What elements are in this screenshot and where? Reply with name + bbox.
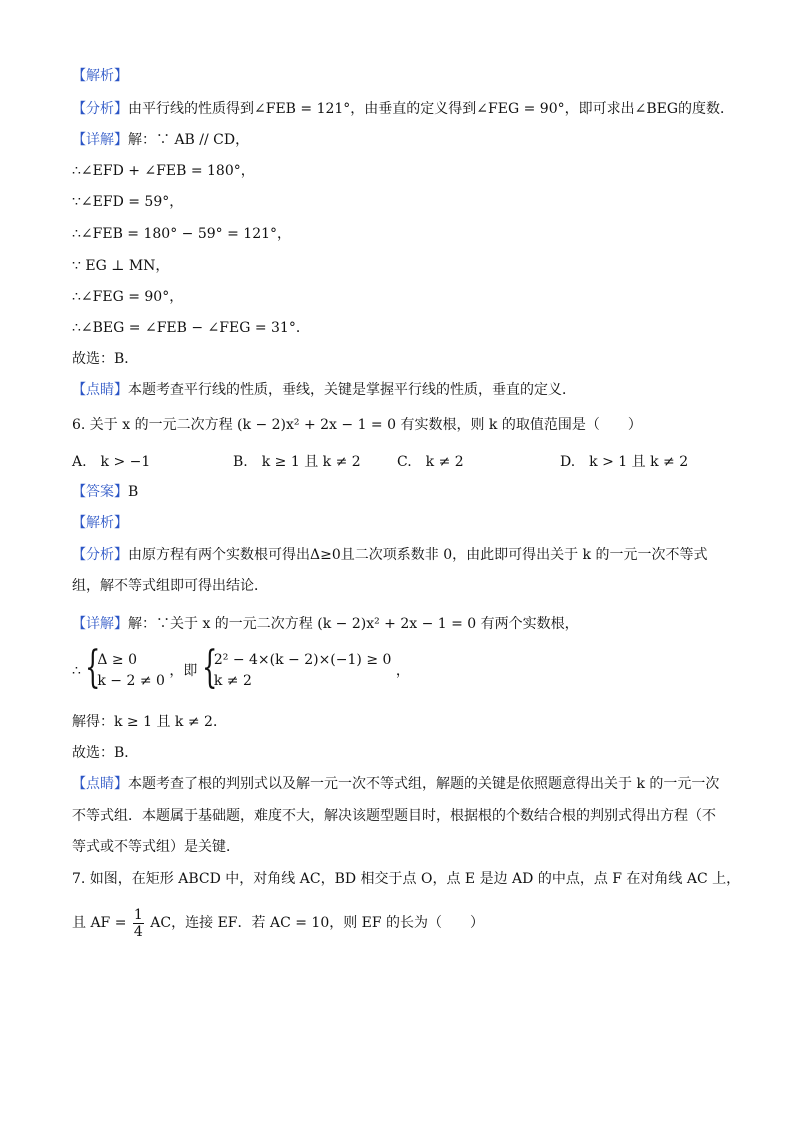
system-2-row-1: 2² − 4×(k − 2)×(−1) ≥ 0 (213, 652, 392, 668)
stem-part-b: AC，连接 EF．若 AC = 10，则 EF 的长为（ ） (150, 915, 485, 931)
detail-text: 解：∵关于 x 的一元二次方程 (k − 2)x² + 2x − 1 = 0 有两个实数根， (128, 616, 579, 632)
system-1-row-1: Δ ≥ 0 (97, 652, 138, 668)
fraction-denominator: 4 (133, 923, 143, 940)
system-2-row-2: k ≠ 2 (213, 673, 252, 689)
comment-text: 本题考查了根的判别式以及解一元一次不等式组，解题的关键是依照题意得出关于 k 的一元一次 (128, 776, 720, 792)
analysis-heading: 【解析】 (72, 515, 128, 531)
brace-icon: { (85, 642, 101, 693)
option-a: A. k > −1 (72, 454, 151, 470)
analysis-text: 由原方程有两个实数根可得出Δ≥0且二次项系数非 0，由此即可得出关于 k 的一元一次不等式 (128, 547, 708, 563)
system-1 (85, 642, 165, 693)
stem-part-a: 且 AF = (72, 915, 127, 931)
detail-tag: 【详解】 (72, 616, 128, 632)
system-end: ， (395, 663, 410, 679)
comment-paragraph (72, 774, 719, 794)
option-b: B. k ≥ 1 且 k ≠ 2 (233, 454, 361, 470)
proof-step: ∴∠FEG = 90°， (72, 289, 184, 305)
proof-step: ∵∠EFD = 59°， (72, 194, 184, 210)
inequality-systems (72, 642, 410, 693)
fraction (133, 907, 144, 940)
question-stem-cont (72, 906, 484, 940)
option-c: C. k ≠ 2 (397, 454, 464, 470)
analysis-tag: 【分析】 (72, 101, 128, 117)
fraction-numerator: 1 (133, 906, 143, 923)
question-stem: 6. 关于 x 的一元二次方程 (k − 2)x² + 2x − 1 = 0 有实数根，则 k 的取值范围是（ ） (72, 417, 642, 433)
comment-paragraph (72, 380, 576, 400)
therefore-symbol: ∴ (72, 663, 81, 679)
answer-value: B (128, 484, 139, 500)
detail-paragraph (72, 130, 249, 150)
proof-step: ∵ EG ⊥ MN， (72, 258, 170, 274)
comment-text: 本题考查平行线的性质，垂线，关键是掌握平行线的性质，垂直的定义． (128, 382, 576, 398)
comment-tag: 【点睛】 (72, 382, 128, 398)
system-2 (201, 642, 392, 693)
analysis-paragraph (72, 545, 708, 565)
analysis-text: 由平行线的性质得到∠FEB = 121°，由垂直的定义得到∠FEG = 90°，即可求出∠BEG的度数． (128, 101, 735, 117)
proof-step: ∴∠EFD + ∠FEB = 180°， (72, 163, 255, 179)
analysis-heading: 【解析】 (72, 68, 128, 84)
question-stem: 7. 如图，在矩形 ABCD 中，对角线 AC，BD 相交于点 O，点 E 是边 AD 的中点，点 F 在对角线 AC 上， (72, 871, 741, 887)
detail-text: 解：∵ AB // CD， (128, 132, 250, 148)
brace-icon: { (201, 642, 218, 693)
system-connector: ，即 (169, 663, 198, 679)
comment-text-cont: 不等式组．本题属于基础题，难度不大，解决该题型题目时，根据根的个数结合根的判别式得出方程（不 (72, 808, 716, 824)
analysis-text-cont: 组，解不等式组即可得出结论． (72, 578, 268, 594)
option-d: D. k > 1 且 k ≠ 2 (560, 454, 689, 470)
analysis-tag: 【分析】 (72, 547, 128, 563)
proof-step: ∴∠BEG = ∠FEB − ∠FEG = 31°． (72, 320, 310, 336)
comment-text-cont: 等式或不等式组）是关键． (72, 839, 240, 855)
solve-line: 解得：k ≥ 1 且 k ≠ 2． (72, 714, 227, 730)
detail-tag: 【详解】 (72, 132, 128, 148)
answer-choice: 故选：B． (72, 351, 139, 367)
analysis-paragraph (72, 99, 734, 119)
comment-tag: 【点睛】 (72, 776, 128, 792)
detail-paragraph (72, 614, 579, 634)
answer-choice: 故选：B． (72, 745, 139, 761)
system-1-row-2: k − 2 ≠ 0 (97, 673, 165, 689)
answer-line (72, 482, 138, 502)
answer-tag: 【答案】 (72, 484, 128, 500)
proof-step: ∴∠FEB = 180° − 59° = 121°， (72, 226, 292, 242)
